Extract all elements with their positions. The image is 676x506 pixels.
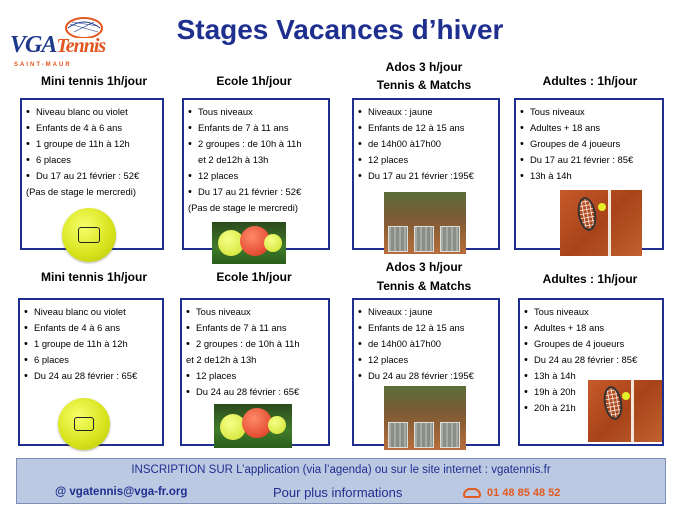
heading-mini-tennis-1: Mini tennis 1h/jour bbox=[40, 74, 147, 88]
list-item: • 20h à 21h bbox=[524, 400, 658, 416]
tennis-ball-image bbox=[58, 398, 110, 450]
list-item: • Tous niveaux bbox=[520, 104, 658, 120]
list-item: • Du 17 au 21 février : 52€ bbox=[188, 184, 324, 200]
racket-on-clay-image bbox=[560, 190, 642, 256]
heading-ados-1-line2: Tennis & Matchs bbox=[376, 78, 472, 92]
note-text: (Pas de stage le mercredi) bbox=[26, 186, 136, 197]
list-item: • 6 places bbox=[26, 152, 158, 168]
phone-number: 01 48 85 48 52 bbox=[487, 487, 561, 499]
heading-ecole-2: Ecole 1h/jour bbox=[216, 270, 292, 284]
list-item-continuation: et 2 de12h à 13h bbox=[186, 354, 257, 365]
list-item: • Tous niveaux bbox=[188, 104, 324, 120]
note-text: (Pas de stage le mercredi) bbox=[188, 202, 298, 213]
list-item: • de 14h00 à17h00 bbox=[358, 136, 494, 152]
page-title: Stages Vacances d’hiver bbox=[176, 14, 504, 45]
list-item: • Tous niveaux bbox=[186, 304, 324, 320]
list-item: • 12 places bbox=[186, 368, 324, 384]
heading-ecole-1: Ecole 1h/jour bbox=[216, 74, 292, 88]
logo-wordmark: VGATennis bbox=[10, 32, 106, 58]
ball-baskets-image bbox=[384, 192, 466, 254]
heading-adultes-2: Adultes : 1h/jour bbox=[542, 272, 638, 286]
list-item: • de 14h00 à17h00 bbox=[358, 336, 494, 352]
list-item: • Adultes + 18 ans bbox=[520, 120, 658, 136]
list-item: • Tous niveaux bbox=[524, 304, 658, 320]
list-item: • Du 24 au 28 février : 65€ bbox=[186, 384, 324, 400]
list-item: • 12 places bbox=[358, 152, 494, 168]
tennis-ball-image bbox=[62, 208, 116, 262]
heading-ados-2-line2: Tennis & Matchs bbox=[376, 279, 472, 293]
list-item: • Groupes de 4 joueurs bbox=[524, 336, 658, 352]
list-item: • Du 17 au 21 février : 85€ bbox=[520, 152, 658, 168]
heading-ados-1-line1: Ados 3 h/jour bbox=[385, 60, 463, 74]
list-item: • Enfants de 12 à 15 ans bbox=[358, 120, 494, 136]
list-item: • 2 groupes : de 10h à 11h bbox=[186, 336, 324, 352]
list-item: • Enfants de 12 à 15 ans bbox=[358, 320, 494, 336]
more-info-label: Pour plus informations bbox=[273, 485, 403, 500]
list-item: • 13h à 14h bbox=[520, 168, 658, 184]
list-item: • Enfants de 7 à 11 ans bbox=[188, 120, 324, 136]
list-item-continuation: et 2 de12h à 13h bbox=[198, 154, 269, 165]
heading-mini-tennis-2: Mini tennis 1h/jour bbox=[40, 270, 147, 284]
racket-on-clay-image bbox=[588, 380, 662, 442]
list-item: • Du 17 au 21 février :195€ bbox=[358, 168, 494, 184]
list-item: • Niveaux : jaune bbox=[358, 104, 494, 120]
list-item: • Enfants de 4 à 6 ans bbox=[24, 320, 158, 336]
list-item: • 19h à 20h bbox=[524, 384, 658, 400]
list-item: • Groupes de 4 joueurs bbox=[520, 136, 658, 152]
list-item: • Du 17 au 21 février : 52€ bbox=[26, 168, 158, 184]
list-item: • Du 24 au 28 février : 65€ bbox=[24, 368, 158, 384]
list-item: • 12 places bbox=[188, 168, 324, 184]
balls-on-grass-image bbox=[212, 222, 286, 264]
contact-phone[interactable] bbox=[463, 487, 560, 499]
list-item: • Adultes + 18 ans bbox=[524, 320, 658, 336]
list-item: • 1 groupe de 11h à 12h bbox=[26, 136, 158, 152]
phone-icon bbox=[463, 488, 481, 498]
footer-contact-bar bbox=[16, 458, 666, 504]
contact-email[interactable]: @ vgatennis@vga-fr.org bbox=[55, 486, 188, 498]
balls-on-grass-image bbox=[214, 404, 292, 448]
list-item: • Enfants de 4 à 6 ans bbox=[26, 120, 158, 136]
list-item: • Du 24 au 28 février : 85€ bbox=[524, 352, 658, 368]
heading-ados-2-line1: Ados 3 h/jour bbox=[385, 260, 463, 274]
list-item: • Niveau blanc ou violet bbox=[26, 104, 158, 120]
list-item: • Niveaux : jaune bbox=[358, 304, 494, 320]
list-item: • 13h à 14h bbox=[524, 368, 658, 384]
heading-adultes-1: Adultes : 1h/jour bbox=[542, 74, 638, 88]
list-item: • Enfants de 7 à 11 ans bbox=[186, 320, 324, 336]
registration-info: INSCRIPTION SUR L’application (via l’agenda) ou sur le site internet : vgatennis.fr bbox=[131, 464, 551, 476]
logo-subtitle: SAINT-MAUR bbox=[14, 62, 72, 68]
list-item: • 2 groupes : de 10h à 11h bbox=[188, 136, 324, 152]
list-item: • 6 places bbox=[24, 352, 158, 368]
list-item: • Du 24 au 28 février :195€ bbox=[358, 368, 494, 384]
list-item: • 12 places bbox=[358, 352, 494, 368]
ball-baskets-image bbox=[384, 386, 466, 450]
list-item: • 1 groupe de 11h à 12h bbox=[24, 336, 158, 352]
list-item: • Niveau blanc ou violet bbox=[24, 304, 158, 320]
